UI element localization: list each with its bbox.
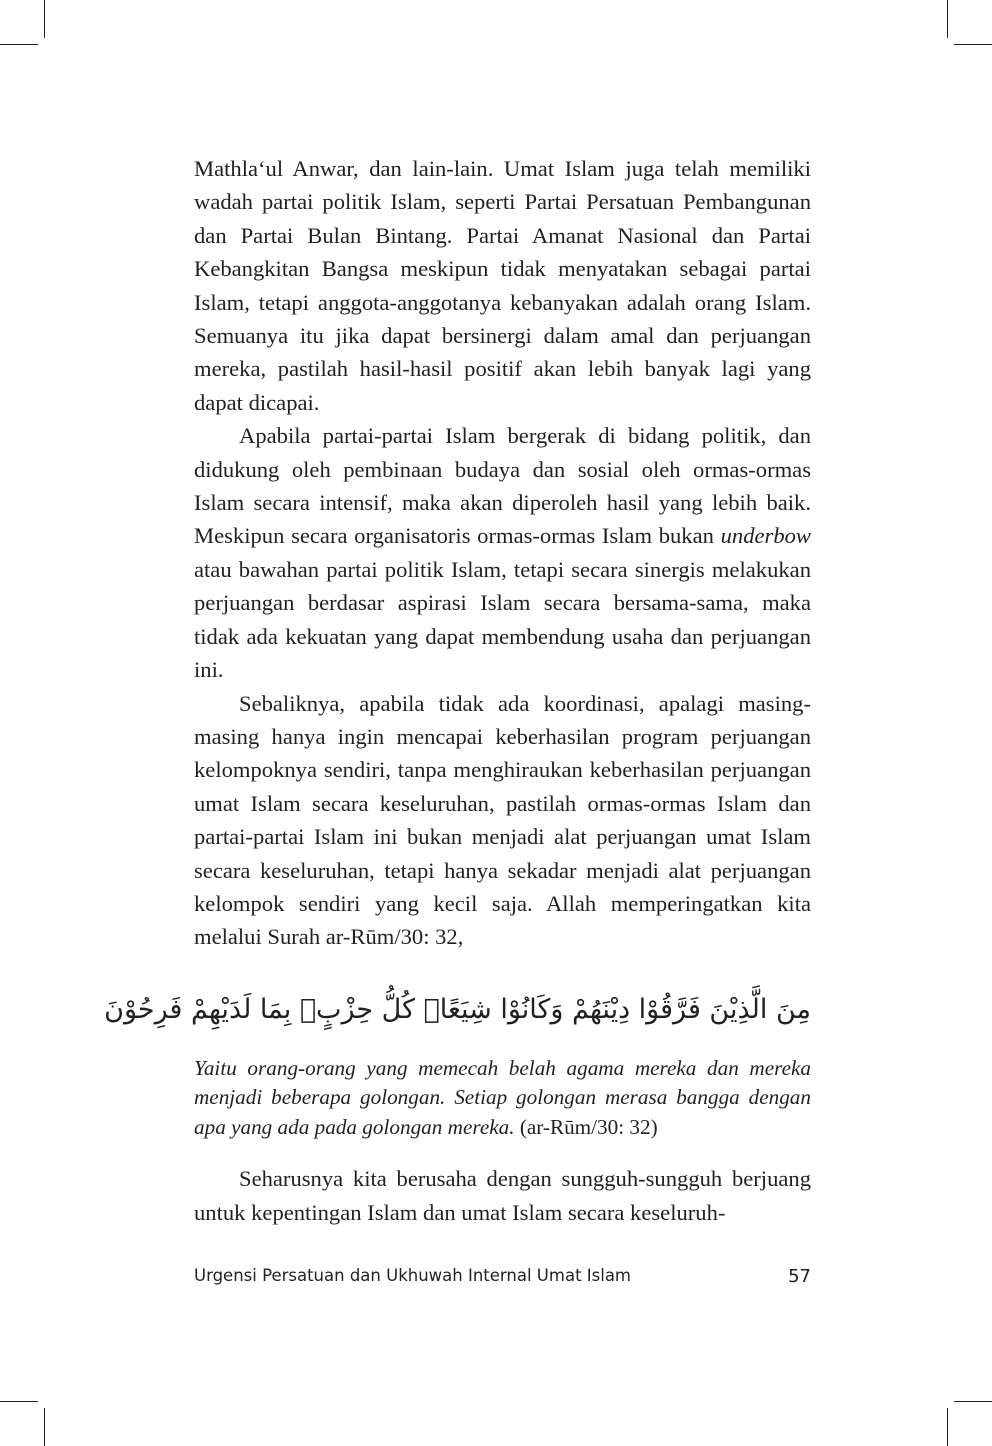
running-footer-title: Urgensi Persatuan dan Ukhuwah Internal Umat Islam <box>194 1266 632 1285</box>
verse-reference: (ar-Rūm/30: 32) <box>514 1114 658 1139</box>
paragraph-2 <box>194 419 811 686</box>
quran-verse-arabic: مِنَ الَّذِيْنَ فَرَّقُوْا دِيْنَهُمْ وَكَانُوْا شِيَعًاۗ كُلُّ حِزْبٍۢ بِمَا لَدَيْهِمْ فَرِحُوْنَ <box>104 993 811 1025</box>
page-number: 57 <box>788 1266 811 1287</box>
paragraph-4: Seharusnya kita berusaha dengan sungguh-sungguh berjuang untuk kepentingan Islam dan umat Islam secara keseluruh- <box>194 1166 811 1225</box>
crop-mark-bottom-right-h <box>954 1401 992 1402</box>
body-text <box>104 152 811 1229</box>
verse-translation-text: Yaitu orang-orang yang memecah belah agama mereka dan mereka menjadi beberapa golongan. Setiap golongan merasa bangga dengan apa yang ada pada golongan mereka. <box>194 1055 811 1139</box>
crop-mark-bottom-left-v <box>44 1408 45 1446</box>
crop-mark-top-left-v <box>44 0 45 38</box>
verse-translation <box>194 1054 811 1143</box>
crop-mark-top-left-h <box>0 44 38 45</box>
crop-mark-top-right-h <box>954 44 992 45</box>
crop-mark-bottom-left-h <box>0 1401 38 1402</box>
paragraph-1: Mathla‘ul Anwar, dan lain-lain. Umat Islam juga telah memiliki wadah partai politik Islam, seperti Partai Persatuan Pembangunan dan Partai Bulan Bintang. Partai Amanat Nasional dan Partai Kebangkitan Bangsa meskipun tidak menyatakan sebagai partai Islam, tetapi anggota-anggotanya kebanyakan adalah orang Islam. Semuanya itu jika dapat bersinergi dalam amal dan perjuangan mereka, pastilah hasil-hasil positif akan lebih banyak lagi yang dapat dicapai. <box>194 156 811 415</box>
crop-mark-bottom-right-v <box>947 1408 948 1446</box>
paragraph-2-text-a: Apabila partai-partai Islam bergerak di bidang politik, dan didukung oleh pembinaan budaya dan sosial oleh ormas-ormas Islam secara intensif, maka akan diperoleh hasil yang lebih baik. Meskipun secara organisatoris ormas-ormas Islam bukan <box>194 423 811 549</box>
crop-mark-top-right-v <box>947 0 948 38</box>
paragraph-2-text-b: atau bawahan partai politik Islam, tetapi secara sinergis melakukan perjuangan berdasar aspirasi Islam secara bersama-sama, maka tidak ada kekuatan yang dapat membendung usaha dan perjuangan ini. <box>194 556 811 683</box>
paragraph-3: Sebaliknya, apabila tidak ada koordinasi, apalagi masing-masing hanya ingin mencapai keberhasilan program perjuangan kelompoknya sendiri, tanpa menghiraukan keberhasilan perjuangan umat Islam secara keseluruhan, pastilah ormas-ormas Islam dan partai-partai Islam ini bukan menjadi alat perjuangan umat Islam secara keseluruhan, tetapi hanya sekadar menjadi alat perjuangan kelompok sendiri yang kecil saja. Allah memperingatkan kita melalui Surah ar-Rūm/30: 32, <box>194 690 811 950</box>
paragraph-2-italic-term: underbow <box>720 523 811 549</box>
